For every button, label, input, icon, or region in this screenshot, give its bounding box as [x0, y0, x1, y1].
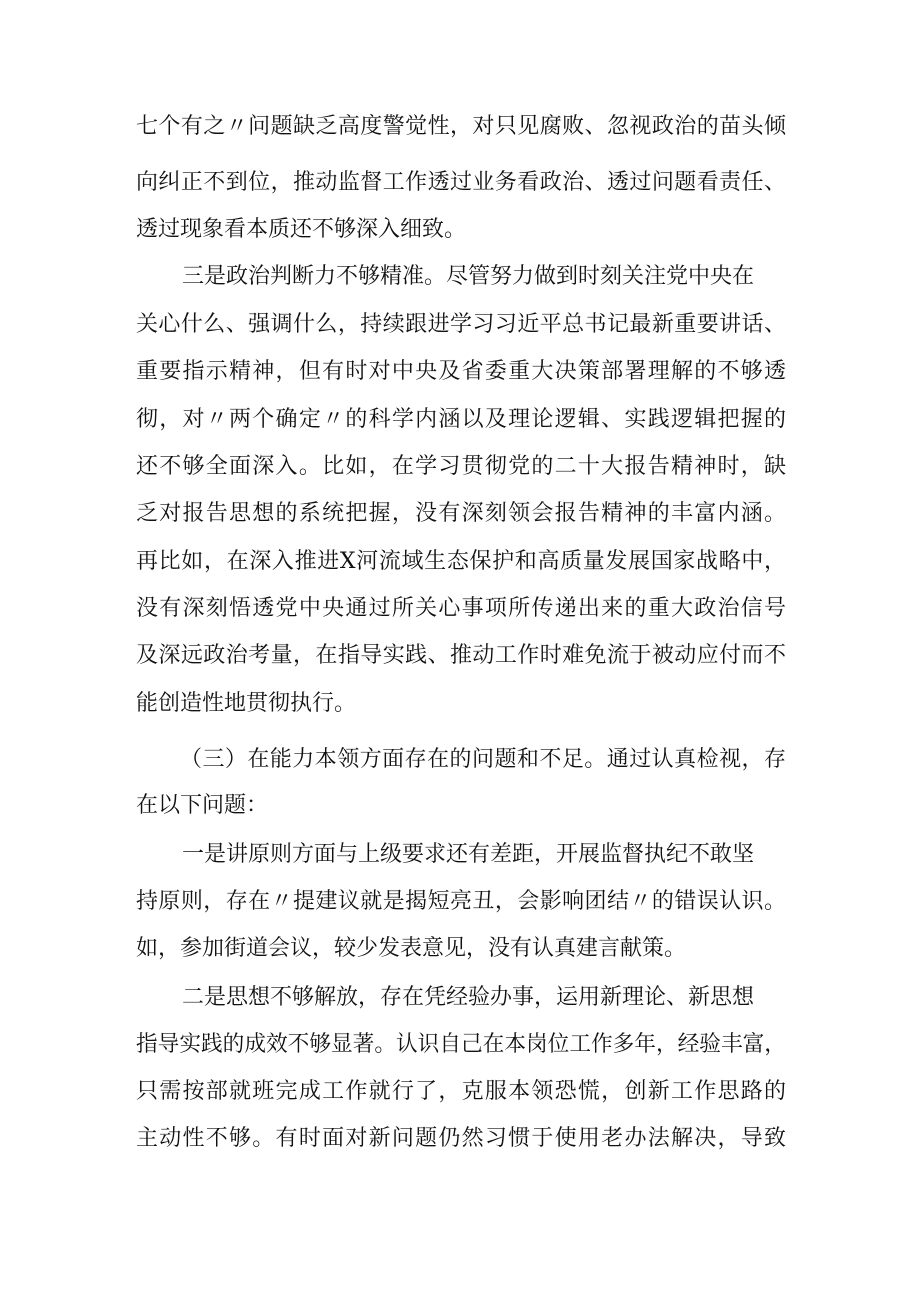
- line-text: 透过现象看本质还不够深入细致。: [136, 217, 467, 242]
- section-heading-line: [0, 740, 920, 780]
- line-text: 如，参加街道会议，较少发表意见，没有认真建言献策。: [136, 936, 687, 961]
- body-line: [0, 352, 920, 392]
- line-text: 没有深刻悟透党中央通过所关心事项所传递出来的重大政治信号: [136, 596, 788, 621]
- body-line: [0, 107, 920, 147]
- line-text: 只需按部就班完成工作就行了，克服本领恐慌，创新工作思路的: [136, 1079, 788, 1104]
- line-text: 三是政治判断力不够精准。尽管努力做到时刻关注党中央在: [182, 264, 755, 289]
- body-line: [0, 447, 920, 487]
- paragraph-first-line: [0, 257, 920, 297]
- body-line: [0, 210, 920, 250]
- body-line: [0, 1119, 920, 1159]
- body-line: [0, 684, 920, 724]
- line-text: （三）在能力本领方面存在的问题和不足。通过认真检视，存: [180, 747, 787, 772]
- line-text: 重要指示精神，但有时对中央及省委重大决策部署理解的不够透: [136, 359, 788, 384]
- line-text: 再比如，在深入推进X河流域生态保护和高质量发展国家战略中，: [136, 549, 787, 574]
- line-text: 及深远政治考量，在指导实践、推动工作时难免流于被动应付而不: [136, 643, 787, 668]
- body-line: [0, 163, 920, 203]
- line-text: 彻，对〃两个确定〃的科学内涵以及理论逻辑、实践逻辑把握的: [136, 407, 788, 432]
- body-line: [0, 636, 920, 676]
- body-line: [0, 589, 920, 629]
- body-line: [0, 542, 920, 582]
- line-text: 能创造性地贯彻执行。: [136, 691, 357, 716]
- line-text: 七个有之〃问题缺乏高度警觉性，对只见腐败、忽视政治的苗头倾: [136, 114, 787, 139]
- line-text: 关心什么、强调什么，持续跟进学习习近平总书记最新重要讲话、: [136, 312, 787, 337]
- line-text: 主动性不够。有时面对新问题仍然习惯于使用老办法解决，导致: [136, 1126, 788, 1151]
- line-text: 二是思想不够解放，存在凭经验办事，运用新理论、新思想: [182, 985, 755, 1010]
- body-line: [0, 305, 920, 345]
- body-line: [0, 882, 920, 922]
- body-line: [0, 1072, 920, 1112]
- line-text: 一是讲原则方面与上级要求还有差距，开展监督执纪不敢坚: [182, 842, 755, 867]
- body-line: [0, 786, 920, 826]
- body-line: [0, 929, 920, 969]
- line-text: 指导实践的成效不够显著。认识自己在本岗位工作多年，经验丰富，: [136, 1032, 786, 1057]
- line-text: 持原则，存在〃提建议就是揭短亮丑，会影响团结〃的错误认识。: [136, 889, 787, 914]
- paragraph-first-line: [0, 978, 920, 1018]
- body-line: [0, 494, 920, 534]
- body-line: [0, 1025, 920, 1065]
- paragraph-first-line: [0, 835, 920, 875]
- line-text: 还不够全面深入。比如，在学习贯彻党的二十大报告精神时，缺: [136, 454, 788, 479]
- line-text: 乏对报告思想的系统把握，没有深刻领会报告精神的丰富内涵。: [136, 501, 788, 526]
- body-line: [0, 400, 920, 440]
- line-text: 向纠正不到位，推动监督工作透过业务看政治、透过问题看责任、: [136, 170, 787, 195]
- line-text: 在以下问题：: [136, 793, 269, 818]
